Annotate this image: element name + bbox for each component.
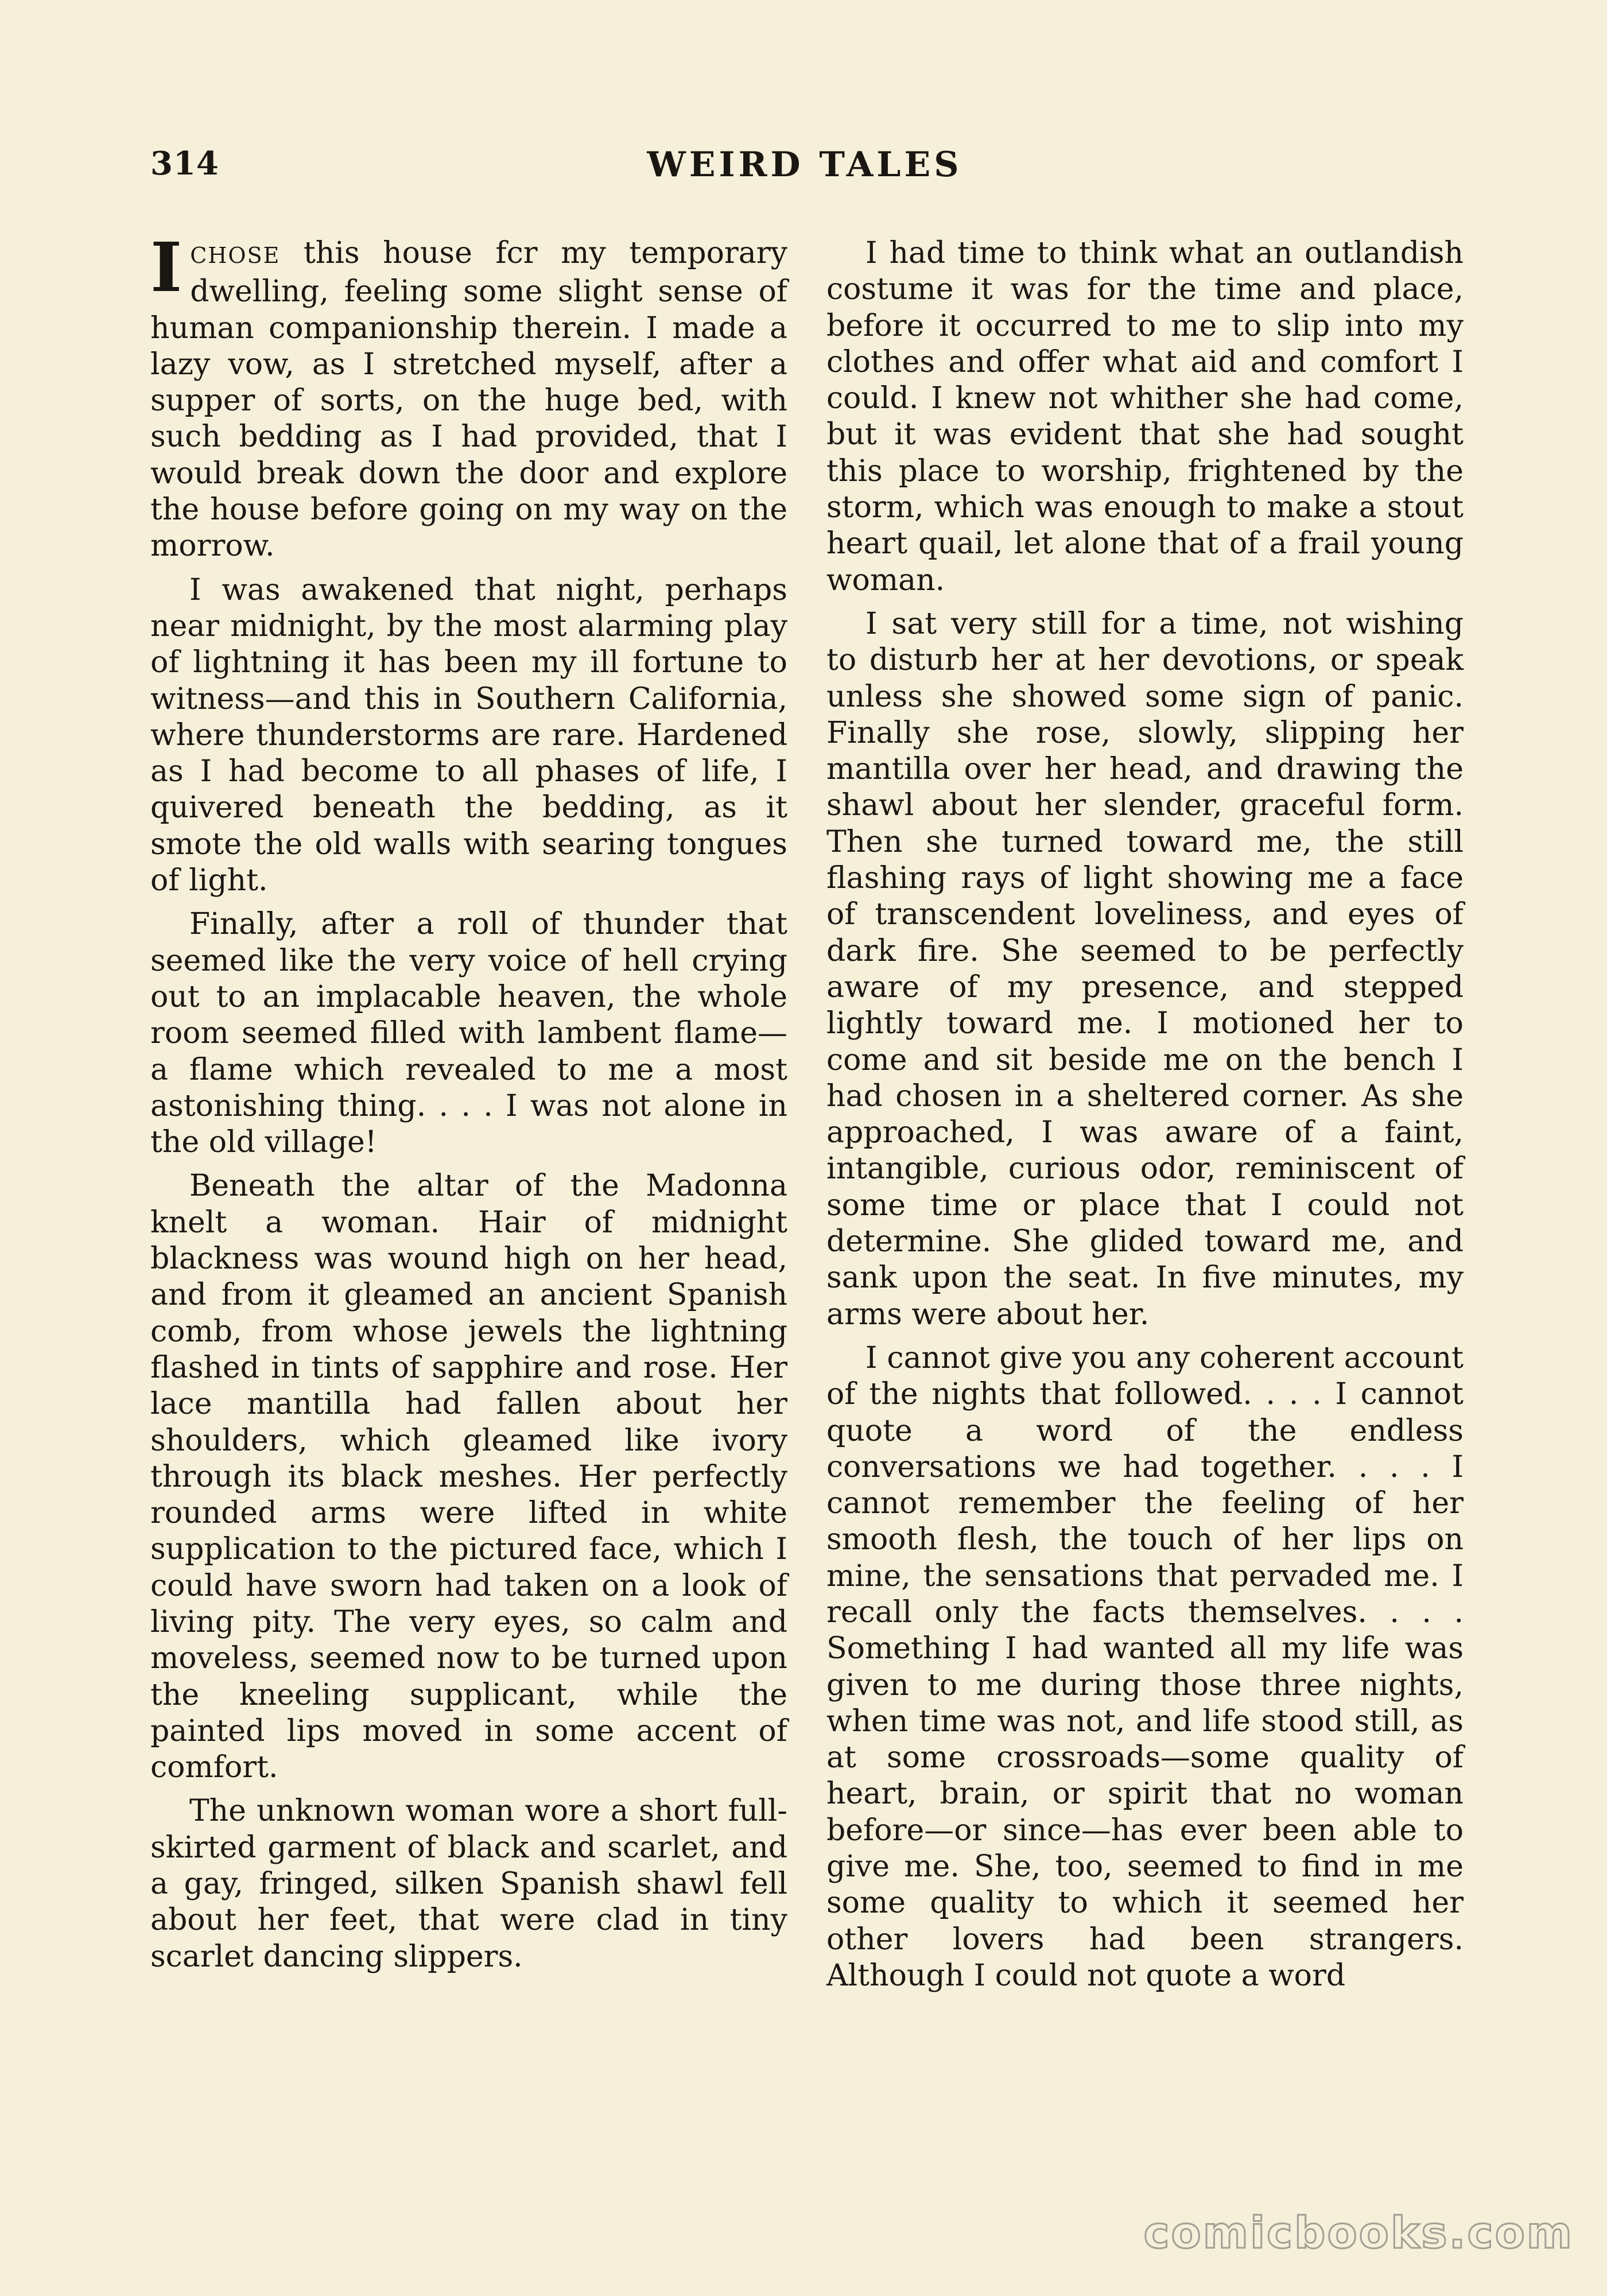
right-column <box>826 235 1464 2002</box>
page-header <box>150 145 1459 191</box>
magazine-title: WEIRD TALES <box>647 145 962 185</box>
paragraph: I was awakened that night, perhaps near midnight, by the most alarming play of lightning it has been my ill fortune to witness—and this in Southern California, where thunderstorms are rare. Hardened as I had become to all phases of life, I quivered beneath the bedding, as it smote the old walls with searing tongues of light. <box>150 572 787 898</box>
page-number: 314 <box>150 145 219 183</box>
left-column <box>150 227 787 1983</box>
site-watermark: comicbooks.com <box>1143 2207 1574 2258</box>
opening-text: this house fcr my temporary dwelling, feeling some slight sense of human companionship therein. I made a lazy vow, as I stretched myself, after a supper of sorts, on the huge bed, with such bedding as I had provided, that I would break down the door and explore the house before going on my way on the morrow. <box>150 236 787 564</box>
paragraph: I had time to think what an outlandish costume it was for the time and place, before it occurred to me to slip into my clothes and offer what aid and comfort I could. I knew not whither she had come, but it was evident that she had sought this place to worship, frightened by the storm, which was enough to make a stout heart quail, let alone that of a frail young woman. <box>826 236 1464 598</box>
paragraph: The unknown woman wore a short full-skirted garment of black and scarlet, and a gay, fringed, silken Spanish shawl fell about her feet, that were clad in tiny scarlet dancing slippers. <box>150 1794 787 1974</box>
opening-paragraph <box>150 227 787 565</box>
drop-cap: I <box>150 227 183 307</box>
paragraph: Beneath the altar of the Madonna knelt a woman. Hair of midnight blackness was wound high on her head, and from it gleamed an ancient Spanish comb, from whose jewels the lightning flashed in tints of sapphire and rose. Her lace mantilla had fallen about her shoulders, which gleamed like ivory through its black meshes. Her perfectly rounded arms were lifted in white supplication to the pictured face, which I could have sworn had taken on a look of living pity. The very eyes, so calm and moveless, seemed now to be turned upon the kneeling supplicant, while the painted lips moved in some accent of comfort. <box>150 1169 787 1785</box>
paragraph: Finally, after a roll of thunder that seemed like the very voice of hell crying out to an implacable heaven, the whole room seemed filled with lambent flame—a flame which revealed to me a most astonishing thing. . . . I was not alone in the old village! <box>150 907 787 1160</box>
paragraph: I cannot give you any coherent account of the nights that followed. . . . I cannot quote a word of the endless conversations we had together. . . . I cannot remember the feeling of her smooth flesh, the touch of her lips on mine, the sensations that pervaded me. I recall only the facts themselves. . . . Something I had wanted all my life was given to me during those three nights, when time was not, and life stood still, as at some crossroads—some quality of heart, brain, or spirit that no woman before—or since—has ever been able to give me. She, too, seemed to find in me some quality to which it seemed her other lovers had been strangers. Although I could not quote a word <box>826 1340 1464 1993</box>
paragraph: I sat very still for a time, not wishing to disturb her at her devotions, or speak unless she showed some sign of panic. Finally she rose, slowly, slipping her mantilla over her head, and drawing the shawl about her slender, graceful form. Then she turned toward me, the still flashing rays of light showing me a face of transcendent loveliness, and eyes of dark fire. She seemed to be perfectly aware of my presence, and stepped lightly toward me. I motioned her to come and sit beside me on the bench I had chosen in a sheltered corner. As she approached, I was aware of a faint, intangible, curious odor, reminiscent of some time or place that I could not determine. She glided toward me, and sank upon the seat. In five minutes, my arms were about her. <box>826 606 1464 1332</box>
opening-small-caps: CHOSE <box>190 243 281 268</box>
